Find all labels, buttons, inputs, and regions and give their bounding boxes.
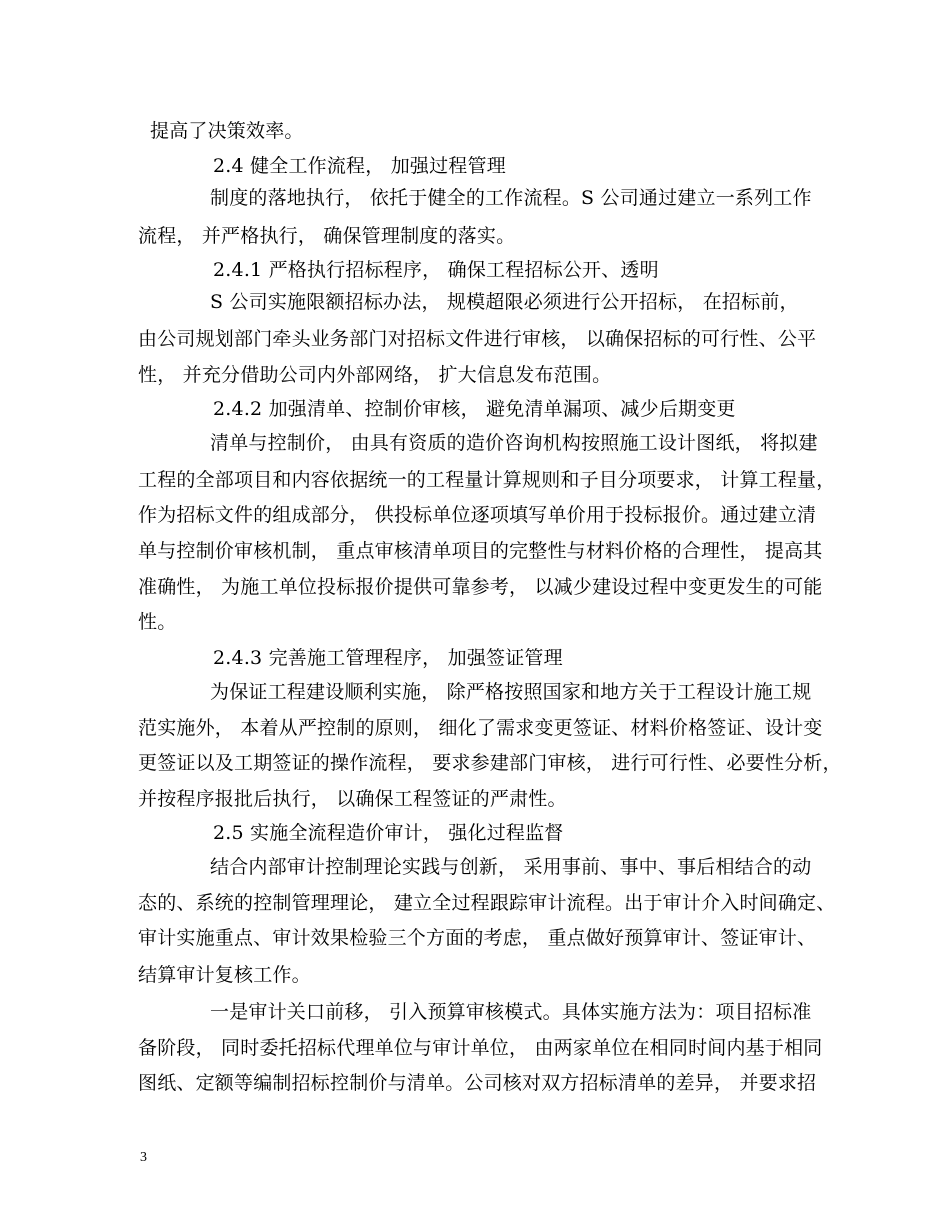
- text-line: 范实施外， 本着从严控制的原则， 细化了需求变更签证、材料价格签证、设计变: [138, 717, 823, 739]
- text-line: 流程， 并严格执行， 确保管理制度的落实。: [138, 225, 516, 247]
- text-line: 一是审计关口前移， 引入预算审核模式。具体实施方法为：项目招标准: [210, 1001, 812, 1023]
- section-heading: 2.4 健全工作流程， 加强过程管理: [213, 155, 506, 177]
- text-line: 性， 并充分借助公司内外部网络， 扩大信息发布范围。: [138, 364, 612, 386]
- text-line: S 公司实施限额招标办法， 规模超限必须进行公开招标， 在招标前，: [210, 291, 799, 313]
- section-heading: 2.4.1 严格执行招标程序， 确保工程招标公开、透明: [213, 259, 659, 281]
- text-line: 准确性， 为施工单位投标报价提供可靠参考， 以减少建设过程中变更发生的可能: [138, 576, 823, 598]
- section-heading: 2.5 实施全流程造价审计， 强化过程监督: [213, 822, 564, 844]
- text-line: 作为招标文件的组成部分， 供投标单位逐项填写单价用于投标报价。通过建立清: [138, 504, 817, 526]
- text-line: 态的、系统的控制管理理论， 建立全过程跟踪审计流程。出于审计介入时间确定、: [138, 892, 836, 914]
- text-line: 由公司规划部门牵头业务部门对招标文件进行审核， 以确保招标的可行性、公平: [138, 328, 817, 350]
- text-line: 制度的落地执行， 依托于健全的工作流程。S 公司通过建立一系列工作: [210, 187, 812, 209]
- text-line: 图纸、定额等编制招标控制价与清单。公司核对双方招标清单的差异， 并要求招: [138, 1072, 817, 1094]
- text-line: 结合内部审计控制理论实践与创新， 采用事前、事中、事后相结合的动: [210, 856, 812, 878]
- page-number: 3: [140, 1150, 147, 1165]
- text-line: 更签证以及工期签证的操作流程， 要求参建部门审核， 进行可行性、必要性分析，: [138, 752, 842, 774]
- text-line: 备阶段， 同时委托招标代理单位与审计单位， 由两家单位在相同时间内基于相同: [138, 1037, 823, 1059]
- text-line: 清单与控制价， 由具有资质的造价咨询机构按照施工设计图纸， 将拟建: [210, 432, 818, 454]
- text-line: 提高了决策效率。: [150, 120, 304, 142]
- text-line: 结算审计复核工作。: [138, 964, 311, 986]
- text-line: 性。: [138, 611, 177, 633]
- text-line: 并按程序报批后执行， 以确保工程签证的严肃性。: [138, 788, 567, 810]
- text-line: 为保证工程建设顺利实施， 除严格按照国家和地方关于工程设计施工规: [210, 681, 812, 703]
- section-heading: 2.4.2 加强清单、控制价审核， 避免清单漏项、减少后期变更: [213, 398, 736, 420]
- text-line: 工程的全部项目和内容依据统一的工程量计算规则和子目分项要求， 计算工程量，: [138, 469, 836, 491]
- text-line: 单与控制价审核机制， 重点审核清单项目的完整性与材料价格的合理性， 提高其: [138, 540, 823, 562]
- section-heading: 2.4.3 完善施工管理程序， 加强签证管理: [213, 647, 563, 669]
- text-line: 审计实施重点、审计效果检验三个方面的考虑， 重点做好预算审计、签证审计、: [138, 927, 817, 949]
